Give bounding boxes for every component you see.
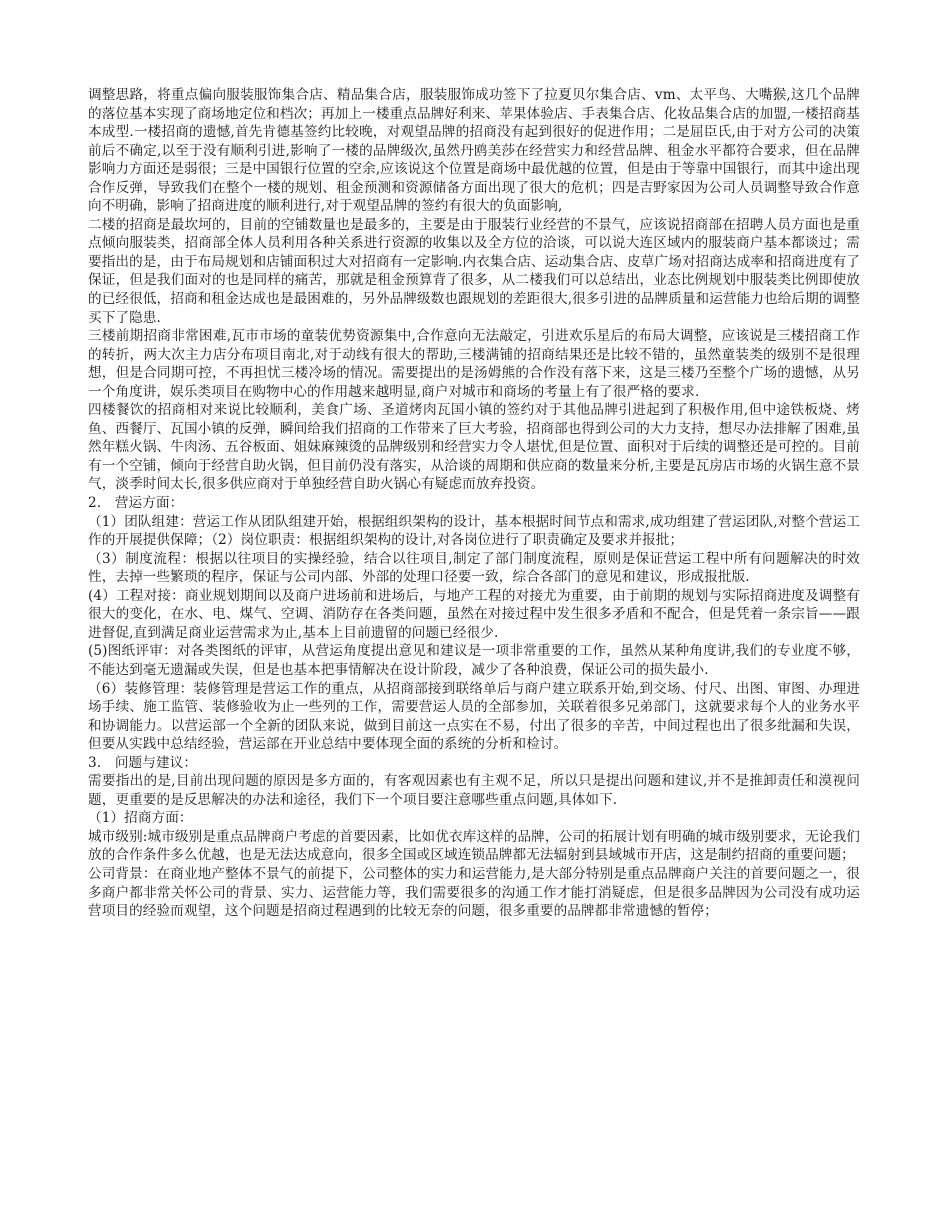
paragraph-engineering-liaison: (4）工程对接：商业规划期间以及商户进场前和进场后，与地产工程的对接尤为重要，由于前期的规划与实际招商进度及调整有很大的变化，在水、电、煤气、空调、消防存在各类问题，虽然在对接过程中发生很多矛盾和不配合，但是凭着一条宗旨——跟进督促,直到满足商业运营需求为止,基本上目前遗留的问题已经很少. [88,587,860,641]
paragraph-company-background: 公司背景：在商业地产整体不景气的前提下，公司整体的实力和运营能力,是大部分特别是重点品牌商户关注的首要问题之一，很多商户都非常关怀公司的背景、实力、运营能力等，我们需要很多的沟通工作才能打消疑虑，但是很多品牌因为公司没有成功运营项目的经验而观望，这个问题是招商过程遇到的比较无奈的问题，很多重要的品牌都非常遗憾的暂停； [88,865,860,920]
section-heading-issues: 3. 问题与建议： [88,754,198,771]
paragraph-city-level: 城市级别:城市级别是重点品牌商户考虑的首要因素，比如优衣库这样的品牌，公司的拓展计划有明确的城市级别要求，无论我们放的合作条件多么优越，也是无法达成意向，很多全国或区域连锁品牌都无法辐射到县域城市开店，这是制约招商的重要问题； [88,828,860,864]
paragraph-team-building: （1）团队组建：营运工作从团队组建开始，根据组织架构的设计，基本根据时间节点和需求,成功组建了营运团队,对整个营运工作的开展提供保障；（2）岗位职责：根据组织架构的设计,对各岗位进行了职责确定及要求并报批； [88,513,860,549]
paragraph-floor3-leasing: 三楼前期招商非常困难,瓦市市场的童装优势资源集中,合作意向无法敲定，引进欢乐星后的布局大调整，应该说是三楼招商工作的转折，两大次主力店分布项目南北,对于动线有很大的帮助,三楼满铺的招商结果还是比较不错的，虽然童装类的级别不是很理想，但是合同期可控，不再担忧三楼冷场的情况。需要提出的是汤姆熊的合作没有落下来，这是三楼乃至整个广场的遗憾，从另一个角度讲，娱乐类项目在购物中心的作用越来越明显,商户对城市和商场的考量上有了很严格的要求. [88,328,860,400]
section-heading-operations: 2. 营运方面： [88,495,184,512]
document-body [88,86,860,921]
paragraph-decoration-management: （6）装修管理：装修管理是营运工作的重点，从招商部接到联络单后与商户建立联系开始,到交场、付尺、出图、审图、办理进场手续、施工监管、装修验收为止一些列的工作，需要营运人员的全部参加，关联着很多兄弟部门，这就要求每个人的业务水平和协调能力。以营运部一个全新的团队来说，做到目前这一点实在不易，付出了很多的辛苦，中间过程也出了很多纰漏和失误，但要从实践中总结经验，营运部在开业总结中要体现全面的系统的分析和检讨。 [88,680,860,753]
paragraph-floor1-adjustment: 调整思路，将重点偏向服装服饰集合店、精品集合店，服装服饰成功签下了拉夏贝尔集合店、vm、太平鸟、大嘴猴,这几个品牌的落位基本实现了商场地定位和档次；再加上一楼重点品牌好利来、苹果体验店、手表集合店、化妆品集合店的加盟,一楼招商基本成型.一楼招商的遗憾,首先肯德基签约比较晚，对观望品牌的招商没有起到很好的促进作用；二是屈臣氏,由于对方公司的决策前后不确定,以至于没有顺利引进,影响了一楼的品牌级次,虽然丹鸥美莎在经营实力和经营品牌、租金水平都符合要求，但在品牌影响力方面还是弱很；三是中国银行位置的空余,应该说这个位置是商场中最优越的位置，但是由于等靠中国银行，而其中途出现合作反弹，导致我们在整个一楼的规划、租金预测和资源储备方面出现了很大的危机；四是吉野家因为公司人员调整导致合作意向不明确，影响了招商进度的顺利进行,对于观望品牌的签约有很大的负面影响, [88,87,860,215]
paragraph-drawing-review: (5)图纸评审：对各类图纸的评审，从营运角度提出意见和建议是一项非常重要的工作，虽然从某种角度讲,我们的专业度不够，不能达到毫无遗漏或失误，但是也基本把事情解决在设计阶段，减少了各种浪费，保证公司的损失最小. [88,643,860,678]
subheading-leasing: （1）招商方面： [88,810,193,827]
paragraph-floor2-leasing: 二楼的招商是最坎坷的，目前的空铺数量也是最多的，主要是由于服装行业经营的不景气，应该说招商部在招聘人员方面也是重点倾向服装类，招商部全体人员利用各种关系进行资源的收集以及全方位的洽谈，可以说大连区域内的服装商户基本都谈过；需要指出的是，由于布局规划和店铺面积过大对招商有一定影响.内衣集合店、运动集合店、皮草广场对招商达成率和招商进度有了保证，但是我们面对的也是同样的痛苦，那就是租金预算背了很多，从二楼我们可以总结出，业态比例规划中服装类比例即使放的已经很低，招商和租金达成也是最困难的，另外品牌级数也跟规划的差距很大,很多引进的品牌质量和运营能力也给后期的调整买下了隐患. [88,216,860,326]
paragraph-process-system: （3）制度流程：根据以往项目的实操经验，结合以往项目,制定了部门制度流程，原则是保证营运工程中所有问题解决的时效性，去掉一些繁琐的程序，保证与公司内部、外部的处理口径要一致，综合各部门的意见和建议，形成报批版. [88,550,860,586]
paragraph-issues-intro: 需要指出的是,目前出现问题的原因是多方面的，有客观因素也有主观不足，所以只是提出问题和建议,并不是推卸责任和漠视问题，更重要的是反思解决的办法和途径，我们下一个项目要注意哪些重点问题,具体如下. [88,773,860,808]
paragraph-floor4-dining: 四楼餐饮的招商相对来说比较顺利，美食广场、圣道烤肉瓦国小镇的签约对于其他品牌引进起到了积极作用,但中途铁板烧、烤鱼、西餐厅、瓦国小镇的反弹，瞬间给我们招商的工作带来了巨大考验，招商部也得到公司的大力支持，想尽办法排解了困难,虽然年糕火锅、牛肉汤、五谷板面、姐妹麻辣烫的品牌级别和经营实力令人堪忧,但是位置、面积对于后续的调整还是可控的。目前有一个空铺，倾向于经营自助火锅，但目前仍没有落实，从洽谈的周期和供应商的数量来分析,主要是瓦房店市场的火锅生意不景气，淡季时间太长,很多供应商对于单独经营自助火锅心有疑虑而放弃投资。 [88,402,860,493]
